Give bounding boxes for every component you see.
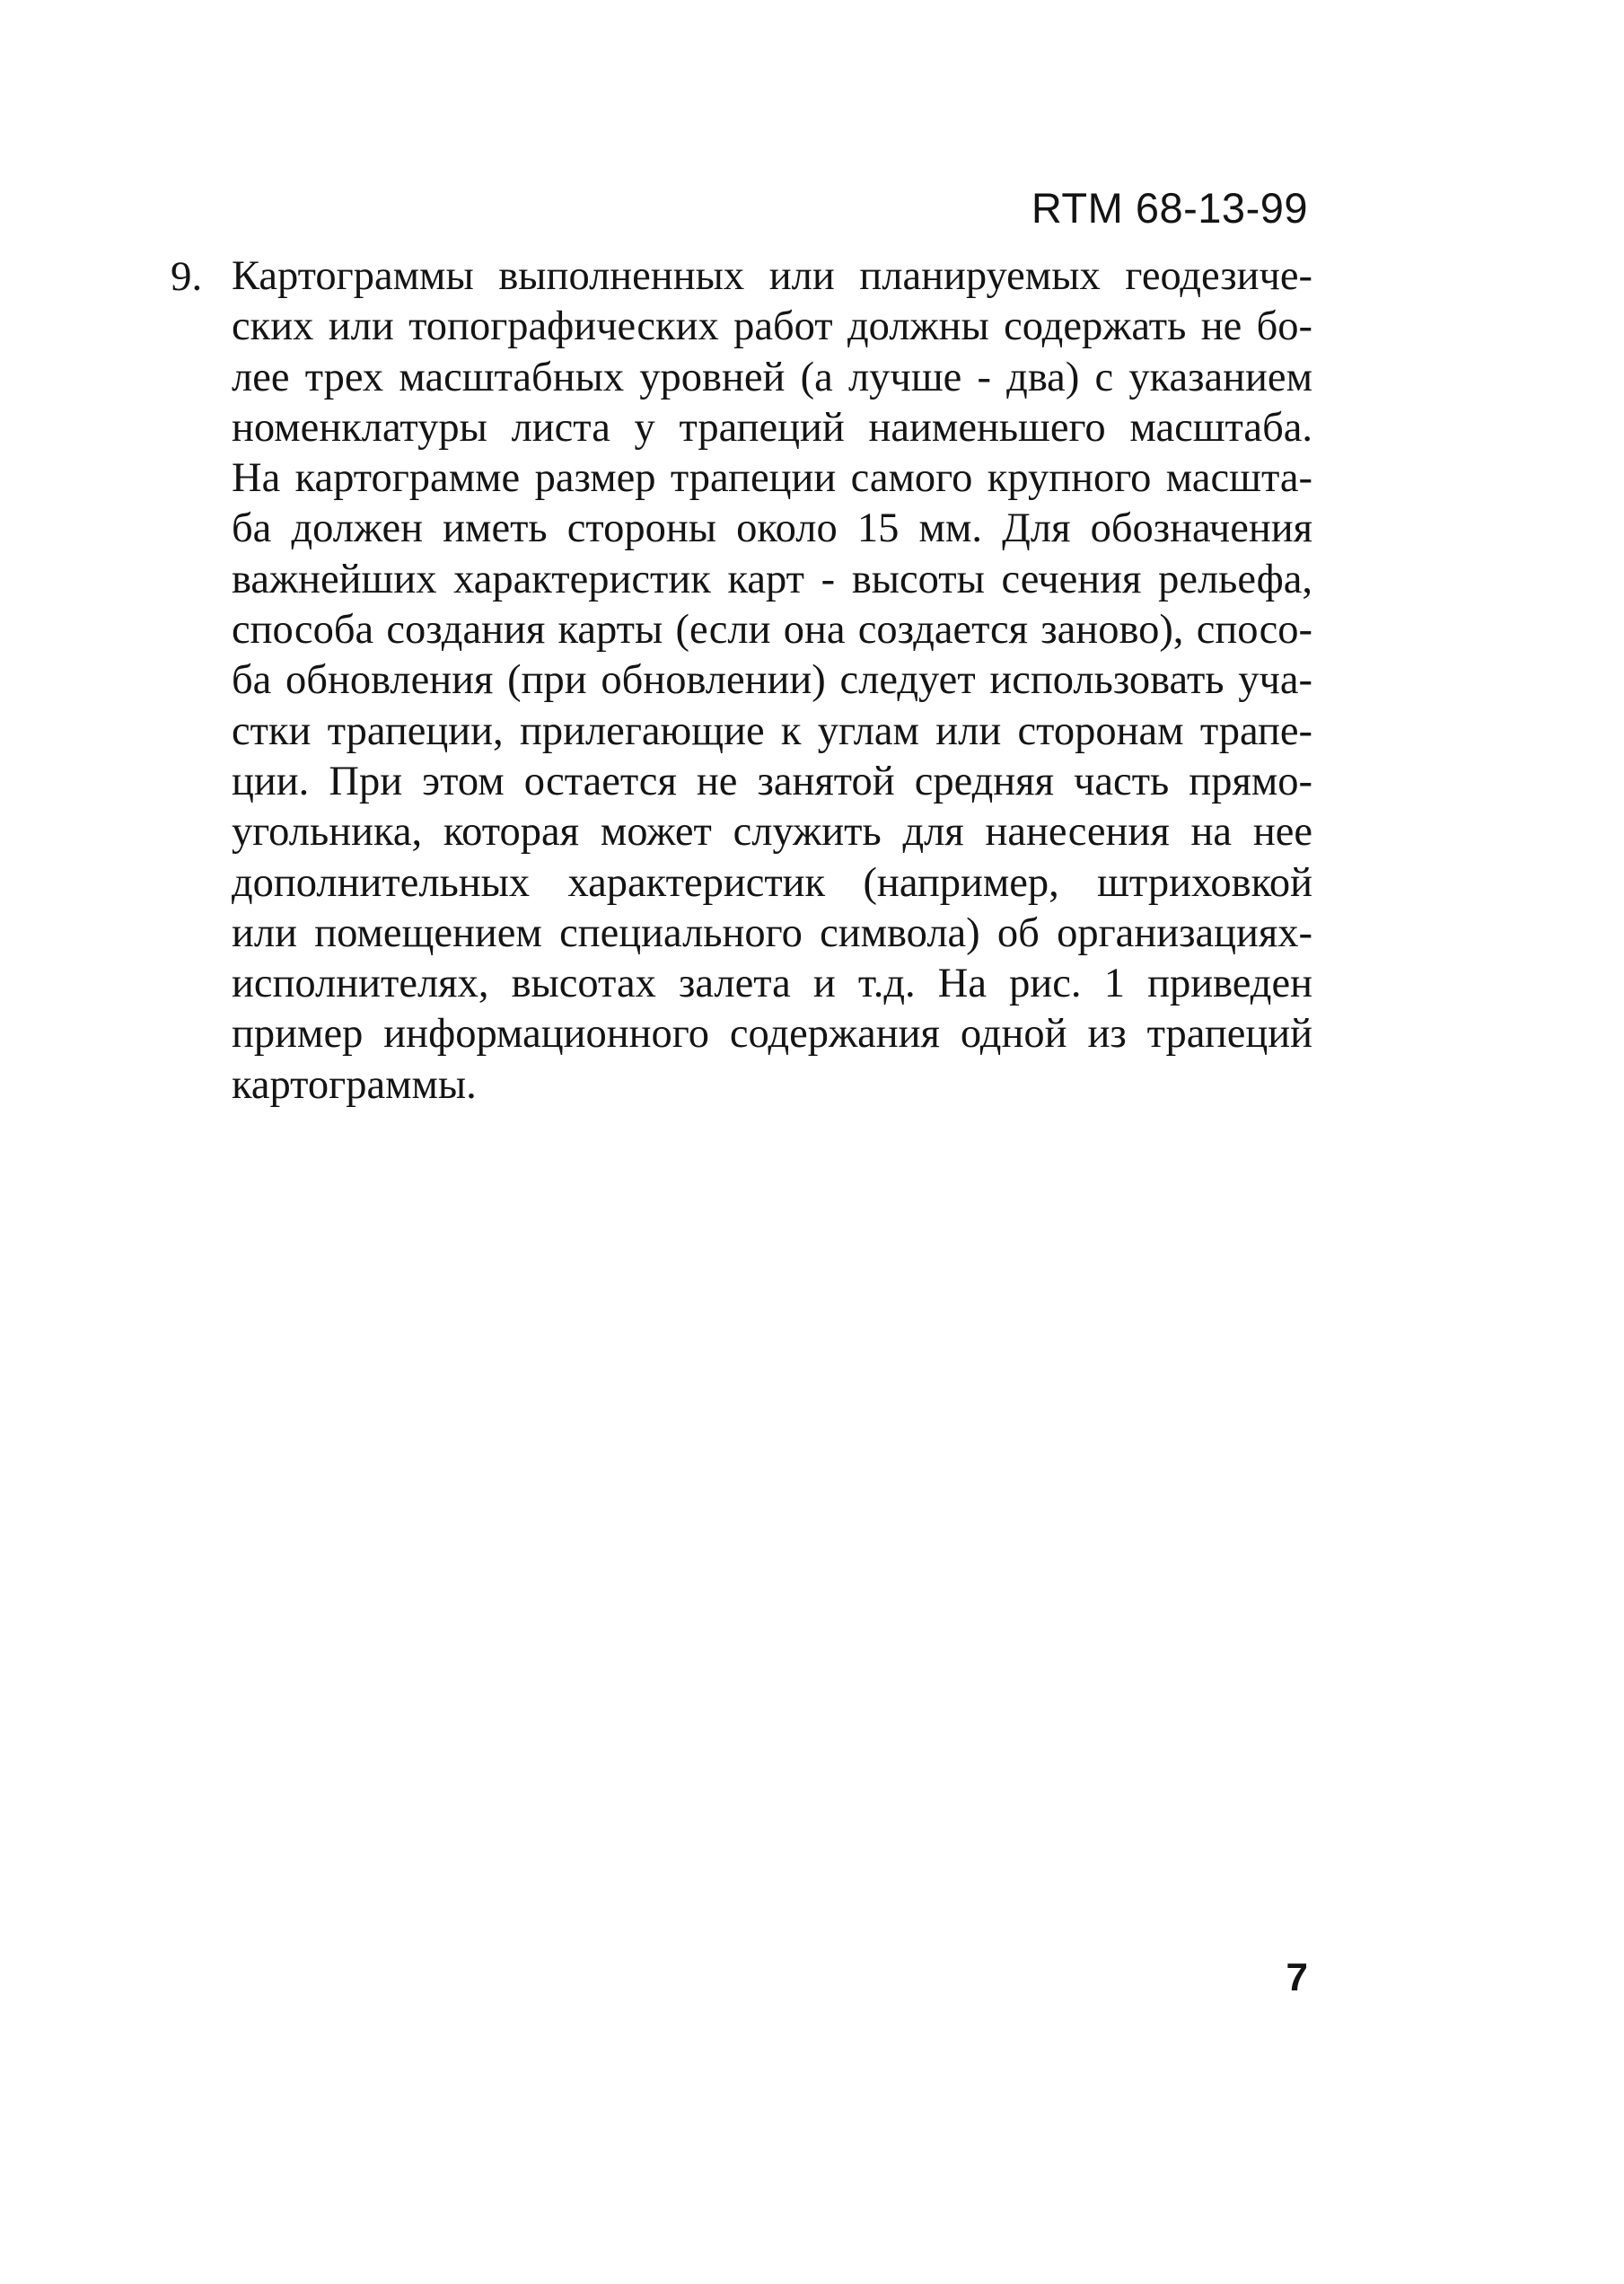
text-line: важнейших характеристик карт - высоты сечения рельефа, bbox=[232, 556, 1312, 602]
text-line: ба обновления (при обновлении) следует использовать уча- bbox=[232, 657, 1312, 704]
text-line: стки трапеции, прилегающие к углам или сторонам трапе- bbox=[232, 707, 1312, 754]
text-line: Картограммы выполненных или планируемых геодезиче- bbox=[232, 253, 1312, 299]
text-line: или помещением специального символа) об организациях- bbox=[232, 909, 1312, 956]
paragraph-text bbox=[232, 251, 1312, 1111]
text-line: ба должен иметь стороны около 15 мм. Для обозначения bbox=[232, 505, 1312, 552]
text-line: исполнителях, высотах залета и т.д. На рис. 1 приведен bbox=[232, 961, 1312, 1007]
text-line: На картограмме размер трапеции самого крупного масшта- bbox=[232, 455, 1312, 502]
text-line: пример информационного содержания одной из трапеций bbox=[232, 1011, 1312, 1058]
text-line: ских или топографических работ должны содержать не бо- bbox=[232, 303, 1312, 350]
page-number: 7 bbox=[1286, 1955, 1308, 1999]
text-line: картограммы. bbox=[232, 1061, 477, 1108]
document-code: RTM 68-13-99 bbox=[1031, 184, 1308, 232]
text-line: ции. При этом остается не занятой средняя часть прямо- bbox=[232, 758, 1312, 804]
text-line: способа создания карты (если она создается заново), спосо- bbox=[232, 607, 1312, 654]
text-line: номенклатуры листа у трапеций наименьшего масштаба. bbox=[232, 404, 1312, 451]
text-line: дополнительных характеристик (например, штриховкой bbox=[232, 859, 1312, 906]
text-line: угольника, которая может служить для нанесения на нее bbox=[232, 809, 1312, 856]
text-line: лее трех масштабных уровней (а лучше - два) с указанием bbox=[232, 354, 1312, 400]
paragraph-number: 9. bbox=[171, 253, 203, 300]
